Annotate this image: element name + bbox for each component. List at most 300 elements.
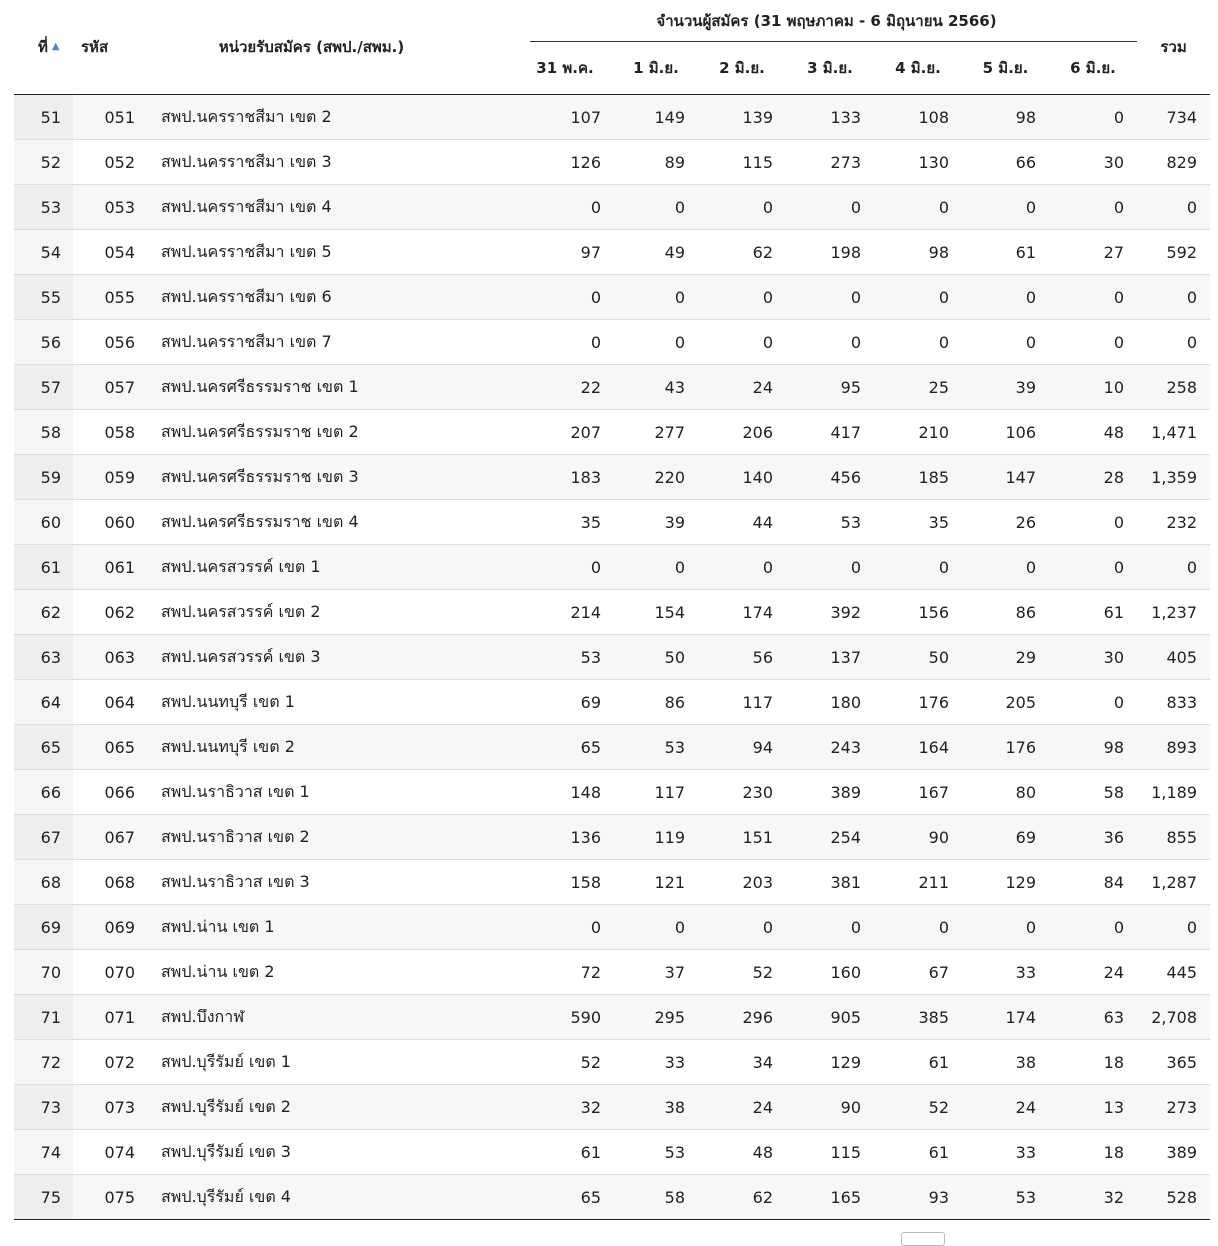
cell-code: 068 (73, 860, 147, 905)
cell-unit-name: สพป.บุรีรัมย์ เขต 4 (147, 1175, 516, 1220)
cell-unit-name: สพป.นครศรีธรรมราช เขต 1 (147, 365, 516, 410)
cell-total: 389 (1137, 1130, 1210, 1175)
cell-daily-count: 0 (1049, 95, 1137, 140)
cell-daily-count: 205 (962, 680, 1049, 725)
cell-unit-name: สพป.บุรีรัมย์ เขต 3 (147, 1130, 516, 1175)
cell-code: 064 (73, 680, 147, 725)
cell-total: 1,237 (1137, 590, 1210, 635)
cell-no: 66 (14, 770, 73, 815)
cell-code: 063 (73, 635, 147, 680)
cell-daily-count: 0 (698, 545, 786, 590)
cell-daily-count: 36 (1049, 815, 1137, 860)
cell-unit-name: สพป.น่าน เขต 2 (147, 950, 516, 995)
column-header-unit[interactable]: หน่วยรับสมัคร (สพป./สพม.) (147, 0, 516, 95)
cell-total: 232 (1137, 500, 1210, 545)
cell-daily-count: 211 (874, 860, 962, 905)
cell-daily-count: 30 (1049, 140, 1137, 185)
cell-daily-count: 0 (962, 185, 1049, 230)
cell-daily-count: 243 (786, 725, 874, 770)
cell-daily-count: 24 (698, 1085, 786, 1130)
cell-daily-count: 65 (516, 1175, 614, 1220)
cell-daily-count: 53 (614, 725, 698, 770)
cell-daily-count: 0 (614, 545, 698, 590)
column-header-date[interactable]: 4 มิ.ย. (874, 42, 962, 95)
cell-daily-count: 0 (1049, 545, 1137, 590)
table-row (14, 365, 1210, 410)
cell-code: 072 (73, 1040, 147, 1085)
cell-no: 68 (14, 860, 73, 905)
cell-daily-count: 0 (698, 275, 786, 320)
cell-daily-count: 33 (962, 950, 1049, 995)
cell-daily-count: 137 (786, 635, 874, 680)
table-row (14, 1040, 1210, 1085)
cell-no: 67 (14, 815, 73, 860)
cell-daily-count: 35 (516, 500, 614, 545)
table-row (14, 500, 1210, 545)
cell-daily-count: 53 (962, 1175, 1049, 1220)
cell-daily-count: 0 (1049, 905, 1137, 950)
cell-daily-count: 115 (698, 140, 786, 185)
cell-daily-count: 35 (874, 500, 962, 545)
cell-daily-count: 86 (614, 680, 698, 725)
cell-total: 405 (1137, 635, 1210, 680)
cell-daily-count: 392 (786, 590, 874, 635)
cell-total: 734 (1137, 95, 1210, 140)
cell-daily-count: 456 (786, 455, 874, 500)
cell-daily-count: 203 (698, 860, 786, 905)
cell-daily-count: 0 (614, 275, 698, 320)
cell-daily-count: 90 (786, 1085, 874, 1130)
cell-daily-count: 80 (962, 770, 1049, 815)
group-divider (530, 41, 1137, 42)
cell-daily-count: 176 (874, 680, 962, 725)
cell-daily-count: 10 (1049, 365, 1137, 410)
cell-daily-count: 0 (1049, 320, 1137, 365)
cell-code: 075 (73, 1175, 147, 1220)
cell-no: 71 (14, 995, 73, 1040)
cell-daily-count: 206 (698, 410, 786, 455)
cell-daily-count: 129 (962, 860, 1049, 905)
cell-daily-count: 230 (698, 770, 786, 815)
cell-code: 058 (73, 410, 147, 455)
cell-code: 051 (73, 95, 147, 140)
cell-no: 64 (14, 680, 73, 725)
cell-unit-name: สพป.นครศรีธรรมราช เขต 3 (147, 455, 516, 500)
cell-no: 57 (14, 365, 73, 410)
cell-daily-count: 0 (962, 545, 1049, 590)
cell-daily-count: 0 (962, 320, 1049, 365)
table-row (14, 725, 1210, 770)
cell-daily-count: 117 (614, 770, 698, 815)
cell-daily-count: 0 (874, 545, 962, 590)
column-header-date[interactable]: 1 มิ.ย. (614, 42, 698, 95)
cell-daily-count: 0 (698, 185, 786, 230)
cell-unit-name: สพป.นครราชสีมา เขต 5 (147, 230, 516, 275)
table-row (14, 185, 1210, 230)
cell-daily-count: 28 (1049, 455, 1137, 500)
cell-unit-name: สพป.นครราชสีมา เขต 3 (147, 140, 516, 185)
cell-total: 0 (1137, 320, 1210, 365)
cell-daily-count: 0 (1049, 500, 1137, 545)
cell-daily-count: 18 (1049, 1130, 1137, 1175)
cell-no: 55 (14, 275, 73, 320)
cell-unit-name: สพป.นราธิวาส เขต 2 (147, 815, 516, 860)
cell-daily-count: 185 (874, 455, 962, 500)
column-header-code[interactable]: รหัส (73, 0, 147, 95)
cell-daily-count: 34 (698, 1040, 786, 1085)
cell-daily-count: 0 (874, 320, 962, 365)
cell-daily-count: 43 (614, 365, 698, 410)
cell-daily-count: 65 (516, 725, 614, 770)
cell-daily-count: 94 (698, 725, 786, 770)
cell-daily-count: 0 (786, 275, 874, 320)
column-header-no-label: ที่ (38, 38, 48, 56)
cell-daily-count: 98 (874, 230, 962, 275)
cell-no: 51 (14, 95, 73, 140)
cell-daily-count: 214 (516, 590, 614, 635)
table-row (14, 230, 1210, 275)
cell-unit-name: สพป.น่าน เขต 1 (147, 905, 516, 950)
cell-no: 65 (14, 725, 73, 770)
cell-unit-name: สพป.บุรีรัมย์ เขต 2 (147, 1085, 516, 1130)
cell-daily-count: 107 (516, 95, 614, 140)
cell-daily-count: 52 (874, 1085, 962, 1130)
cell-no: 63 (14, 635, 73, 680)
table-row (14, 545, 1210, 590)
cell-daily-count: 56 (698, 635, 786, 680)
cell-unit-name: สพป.นครศรีธรรมราช เขต 4 (147, 500, 516, 545)
cell-daily-count: 53 (516, 635, 614, 680)
cell-daily-count: 139 (698, 95, 786, 140)
cell-no: 73 (14, 1085, 73, 1130)
cell-unit-name: สพป.บุรีรัมย์ เขต 1 (147, 1040, 516, 1085)
cell-no: 53 (14, 185, 73, 230)
column-header-date[interactable]: 31 พ.ค. (516, 42, 614, 95)
cell-total: 855 (1137, 815, 1210, 860)
cell-daily-count: 90 (874, 815, 962, 860)
cell-daily-count: 18 (1049, 1040, 1137, 1085)
table-row (14, 140, 1210, 185)
cell-no: 75 (14, 1175, 73, 1220)
cell-daily-count: 0 (698, 905, 786, 950)
cell-daily-count: 61 (516, 1130, 614, 1175)
cell-daily-count: 0 (614, 185, 698, 230)
table-body (14, 95, 1210, 1220)
cell-daily-count: 119 (614, 815, 698, 860)
cell-daily-count: 0 (1049, 185, 1137, 230)
cell-daily-count: 44 (698, 500, 786, 545)
cell-daily-count: 38 (962, 1040, 1049, 1085)
cell-code: 066 (73, 770, 147, 815)
cell-daily-count: 0 (786, 185, 874, 230)
cell-daily-count: 98 (1049, 725, 1137, 770)
cell-code: 056 (73, 320, 147, 365)
cell-unit-name: สพป.นนทบุรี เขต 2 (147, 725, 516, 770)
cell-daily-count: 98 (962, 95, 1049, 140)
cell-daily-count: 62 (698, 1175, 786, 1220)
cell-daily-count: 164 (874, 725, 962, 770)
cell-daily-count: 24 (698, 365, 786, 410)
applicant-table (14, 0, 1210, 1220)
cell-daily-count: 590 (516, 995, 614, 1040)
cell-daily-count: 0 (1049, 680, 1137, 725)
cell-total: 829 (1137, 140, 1210, 185)
cell-daily-count: 207 (516, 410, 614, 455)
column-group-label: จำนวนผู้สมัคร (31 พฤษภาคม - 6 มิถุนายน 2566) (656, 12, 997, 30)
cell-total: 1,287 (1137, 860, 1210, 905)
cell-daily-count: 0 (962, 905, 1049, 950)
cell-daily-count: 25 (874, 365, 962, 410)
cell-daily-count: 0 (516, 905, 614, 950)
cell-daily-count: 29 (962, 635, 1049, 680)
cell-total: 1,359 (1137, 455, 1210, 500)
cell-total: 273 (1137, 1085, 1210, 1130)
cell-total: 258 (1137, 365, 1210, 410)
cell-daily-count: 129 (786, 1040, 874, 1085)
cell-daily-count: 95 (786, 365, 874, 410)
cell-unit-name: สพป.นครราชสีมา เขต 2 (147, 95, 516, 140)
cell-daily-count: 0 (614, 905, 698, 950)
cell-daily-count: 121 (614, 860, 698, 905)
table-row (14, 1175, 1210, 1220)
cell-unit-name: สพป.นครราชสีมา เขต 6 (147, 275, 516, 320)
cell-daily-count: 72 (516, 950, 614, 995)
cell-daily-count: 24 (962, 1085, 1049, 1130)
cell-daily-count: 136 (516, 815, 614, 860)
cell-daily-count: 165 (786, 1175, 874, 1220)
cell-unit-name: สพป.นครราชสีมา เขต 7 (147, 320, 516, 365)
table-row (14, 905, 1210, 950)
cell-daily-count: 126 (516, 140, 614, 185)
cell-daily-count: 220 (614, 455, 698, 500)
cell-daily-count: 254 (786, 815, 874, 860)
cell-code: 067 (73, 815, 147, 860)
table-row (14, 950, 1210, 995)
cell-daily-count: 63 (1049, 995, 1137, 1040)
cell-daily-count: 160 (786, 950, 874, 995)
cell-unit-name: สพป.นราธิวาส เขต 3 (147, 860, 516, 905)
cell-daily-count: 167 (874, 770, 962, 815)
cell-daily-count: 27 (1049, 230, 1137, 275)
cell-total: 0 (1137, 545, 1210, 590)
cell-daily-count: 296 (698, 995, 786, 1040)
cell-daily-count: 149 (614, 95, 698, 140)
cell-daily-count: 0 (516, 185, 614, 230)
cell-daily-count: 0 (516, 320, 614, 365)
cell-daily-count: 151 (698, 815, 786, 860)
cell-daily-count: 84 (1049, 860, 1137, 905)
pagination-control[interactable] (901, 1232, 945, 1246)
cell-daily-count: 385 (874, 995, 962, 1040)
cell-daily-count: 61 (874, 1040, 962, 1085)
cell-code: 062 (73, 590, 147, 635)
cell-daily-count: 39 (962, 365, 1049, 410)
cell-daily-count: 417 (786, 410, 874, 455)
table-row (14, 95, 1210, 140)
cell-daily-count: 67 (874, 950, 962, 995)
cell-daily-count: 158 (516, 860, 614, 905)
cell-daily-count: 0 (516, 545, 614, 590)
cell-daily-count: 273 (786, 140, 874, 185)
cell-total: 1,471 (1137, 410, 1210, 455)
cell-daily-count: 58 (1049, 770, 1137, 815)
cell-daily-count: 0 (874, 185, 962, 230)
cell-code: 073 (73, 1085, 147, 1130)
cell-no: 52 (14, 140, 73, 185)
cell-total: 445 (1137, 950, 1210, 995)
table-row (14, 995, 1210, 1040)
cell-daily-count: 22 (516, 365, 614, 410)
cell-code: 053 (73, 185, 147, 230)
cell-daily-count: 0 (1049, 275, 1137, 320)
table-row (14, 320, 1210, 365)
cell-no: 58 (14, 410, 73, 455)
cell-daily-count: 66 (962, 140, 1049, 185)
cell-daily-count: 147 (962, 455, 1049, 500)
column-header-date[interactable]: 5 มิ.ย. (962, 42, 1049, 95)
cell-daily-count: 38 (614, 1085, 698, 1130)
cell-daily-count: 97 (516, 230, 614, 275)
table-row (14, 275, 1210, 320)
cell-daily-count: 130 (874, 140, 962, 185)
cell-total: 0 (1137, 185, 1210, 230)
cell-daily-count: 176 (962, 725, 1049, 770)
cell-total: 0 (1137, 275, 1210, 320)
cell-daily-count: 50 (874, 635, 962, 680)
cell-daily-count: 48 (1049, 410, 1137, 455)
cell-daily-count: 13 (1049, 1085, 1137, 1130)
cell-daily-count: 53 (614, 1130, 698, 1175)
cell-no: 61 (14, 545, 73, 590)
cell-daily-count: 93 (874, 1175, 962, 1220)
cell-no: 56 (14, 320, 73, 365)
cell-total: 2,708 (1137, 995, 1210, 1040)
cell-daily-count: 32 (1049, 1175, 1137, 1220)
cell-daily-count: 148 (516, 770, 614, 815)
table-row (14, 455, 1210, 500)
cell-daily-count: 0 (614, 320, 698, 365)
cell-daily-count: 69 (962, 815, 1049, 860)
cell-daily-count: 108 (874, 95, 962, 140)
cell-daily-count: 52 (516, 1040, 614, 1085)
column-header-date[interactable]: 2 มิ.ย. (698, 42, 786, 95)
cell-daily-count: 295 (614, 995, 698, 1040)
cell-daily-count: 0 (786, 320, 874, 365)
cell-code: 074 (73, 1130, 147, 1175)
cell-daily-count: 0 (516, 275, 614, 320)
cell-unit-name: สพป.นครราชสีมา เขต 4 (147, 185, 516, 230)
cell-daily-count: 115 (786, 1130, 874, 1175)
cell-daily-count: 0 (786, 545, 874, 590)
table-row (14, 635, 1210, 680)
cell-code: 057 (73, 365, 147, 410)
cell-daily-count: 26 (962, 500, 1049, 545)
cell-daily-count: 32 (516, 1085, 614, 1130)
cell-code: 061 (73, 545, 147, 590)
cell-daily-count: 58 (614, 1175, 698, 1220)
cell-daily-count: 133 (786, 95, 874, 140)
cell-code: 052 (73, 140, 147, 185)
cell-daily-count: 0 (874, 905, 962, 950)
cell-unit-name: สพป.บึงกาฬ (147, 995, 516, 1040)
column-header-total[interactable]: รวม (1137, 0, 1210, 95)
cell-daily-count: 33 (614, 1040, 698, 1085)
cell-total: 1,189 (1137, 770, 1210, 815)
cell-daily-count: 198 (786, 230, 874, 275)
cell-total: 528 (1137, 1175, 1210, 1220)
cell-unit-name: สพป.นครสวรรค์ เขต 2 (147, 590, 516, 635)
table-row (14, 770, 1210, 815)
cell-daily-count: 50 (614, 635, 698, 680)
cell-no: 59 (14, 455, 73, 500)
cell-no: 74 (14, 1130, 73, 1175)
cell-no: 60 (14, 500, 73, 545)
cell-daily-count: 389 (786, 770, 874, 815)
cell-daily-count: 174 (962, 995, 1049, 1040)
cell-daily-count: 0 (698, 320, 786, 365)
cell-total: 365 (1137, 1040, 1210, 1085)
cell-total: 893 (1137, 725, 1210, 770)
cell-daily-count: 53 (786, 500, 874, 545)
column-group-applicants (516, 0, 1137, 42)
cell-daily-count: 381 (786, 860, 874, 905)
column-header-date[interactable]: 3 มิ.ย. (786, 42, 874, 95)
column-header-date[interactable]: 6 มิ.ย. (1049, 42, 1137, 95)
table-row (14, 590, 1210, 635)
cell-total: 833 (1137, 680, 1210, 725)
cell-no: 70 (14, 950, 73, 995)
cell-unit-name: สพป.นครสวรรค์ เขต 3 (147, 635, 516, 680)
cell-daily-count: 69 (516, 680, 614, 725)
cell-daily-count: 39 (614, 500, 698, 545)
cell-no: 54 (14, 230, 73, 275)
table-row (14, 815, 1210, 860)
cell-daily-count: 905 (786, 995, 874, 1040)
cell-daily-count: 61 (962, 230, 1049, 275)
column-header-no[interactable] (14, 0, 73, 95)
cell-daily-count: 89 (614, 140, 698, 185)
cell-no: 62 (14, 590, 73, 635)
cell-daily-count: 183 (516, 455, 614, 500)
table-row (14, 860, 1210, 905)
cell-code: 055 (73, 275, 147, 320)
cell-daily-count: 33 (962, 1130, 1049, 1175)
cell-unit-name: สพป.นราธิวาส เขต 1 (147, 770, 516, 815)
table-row (14, 680, 1210, 725)
cell-daily-count: 49 (614, 230, 698, 275)
cell-daily-count: 210 (874, 410, 962, 455)
table-row (14, 1085, 1210, 1130)
cell-no: 69 (14, 905, 73, 950)
cell-daily-count: 48 (698, 1130, 786, 1175)
cell-daily-count: 61 (1049, 590, 1137, 635)
sort-ascending-icon[interactable]: ▲ (51, 41, 60, 52)
cell-code: 069 (73, 905, 147, 950)
cell-no: 72 (14, 1040, 73, 1085)
cell-daily-count: 24 (1049, 950, 1137, 995)
cell-daily-count: 86 (962, 590, 1049, 635)
cell-total: 0 (1137, 905, 1210, 950)
cell-daily-count: 30 (1049, 635, 1137, 680)
cell-code: 059 (73, 455, 147, 500)
cell-daily-count: 0 (786, 905, 874, 950)
cell-daily-count: 62 (698, 230, 786, 275)
cell-code: 065 (73, 725, 147, 770)
cell-total: 592 (1137, 230, 1210, 275)
cell-unit-name: สพป.นนทบุรี เขต 1 (147, 680, 516, 725)
cell-daily-count: 106 (962, 410, 1049, 455)
cell-daily-count: 154 (614, 590, 698, 635)
